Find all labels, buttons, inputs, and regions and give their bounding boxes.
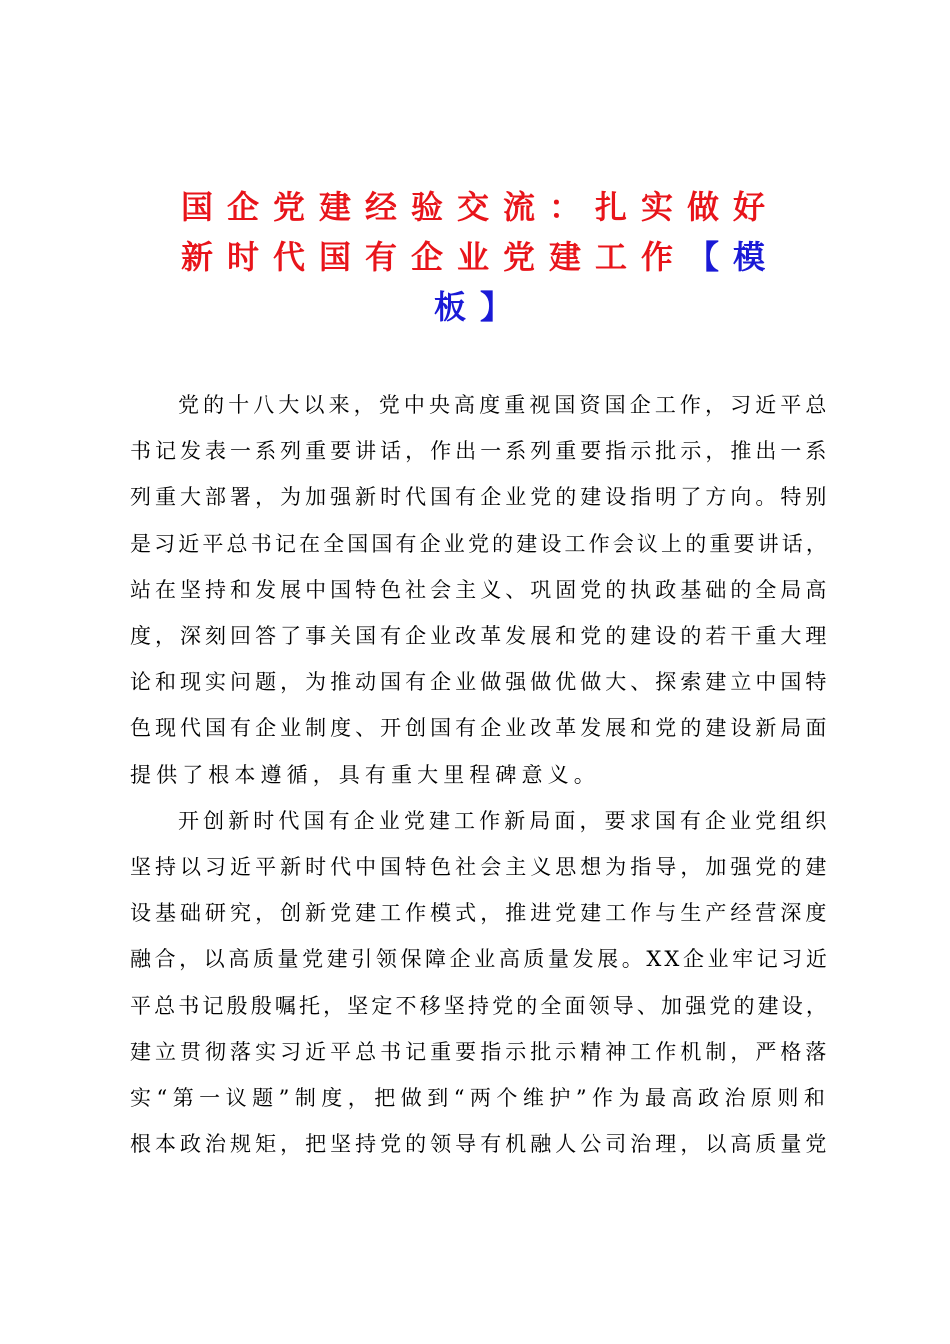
paragraph-line: 根本政治规矩，把坚持党的领导有机融人公司治理，以高质量党 bbox=[130, 1132, 830, 1157]
paragraph-line: 坚持以习近平新时代中国特色社会主义思想为指导，加强党的建 bbox=[130, 855, 830, 880]
paragraph-line: 党的十八大以来，党中央高度重视国资国企工作，习近平总 bbox=[178, 393, 830, 417]
paragraph-line: 列重大部署，为加强新时代国有企业党的建设指明了方向。特别 bbox=[130, 485, 830, 510]
paragraph-line: 度，深刻回答了事关国有企业改革发展和党的建设的若干重大理 bbox=[130, 624, 830, 649]
title-line-2-blue: 【模 bbox=[687, 238, 780, 276]
paragraph-line: 色现代国有企业制度、开创国有企业改革发展和党的建设新局面 bbox=[130, 716, 830, 741]
paragraph-line: 实“第一议题”制度，把做到“两个维护”作为最高政治原则和 bbox=[130, 1086, 830, 1111]
document-title bbox=[130, 182, 830, 332]
paragraph-line: 论和现实问题，为推动国有企业做强做优做大、探索建立中国特 bbox=[130, 670, 830, 695]
paragraph-line: 书记发表一系列重要讲话，作出一系列重要指示批示，推出一系 bbox=[130, 439, 830, 464]
paragraph-line: 建立贯彻落实习近平总书记重要指示批示精神工作机制，严格落 bbox=[130, 1039, 830, 1064]
title-line-3: 板】 bbox=[433, 288, 526, 326]
paragraph-line: 平总书记殷殷嘱托，坚定不移坚持党的全面领导、加强党的建设， bbox=[130, 993, 830, 1018]
paragraph-line: 站在坚持和发展中国特色社会主义、巩固党的执政基础的全局高 bbox=[130, 577, 830, 602]
paragraph-1 bbox=[130, 382, 830, 798]
paragraph-line: 融合，以高质量党建引领保障企业高质量发展。XX企业牢记习近 bbox=[130, 947, 830, 972]
paragraph-line: 设基础研究，创新党建工作模式，推进党建工作与生产经营深度 bbox=[130, 901, 830, 926]
document-body bbox=[130, 382, 830, 1167]
paragraph-line: 开创新时代国有企业党建工作新局面，要求国有企业党组织 bbox=[178, 808, 830, 833]
title-line-2-red: 新时代国有企业党建工作 bbox=[180, 238, 687, 276]
paragraph-2 bbox=[130, 798, 830, 1168]
paragraph-line: 是习近平总书记在全国国有企业党的建设工作会议上的重要讲话， bbox=[130, 531, 830, 556]
paragraph-line: 提供了根本遵循，具有重大里程碑意义。 bbox=[130, 762, 600, 787]
title-line-2 bbox=[130, 232, 830, 282]
title-line-1: 国企党建经验交流：扎实做好 bbox=[180, 188, 779, 226]
